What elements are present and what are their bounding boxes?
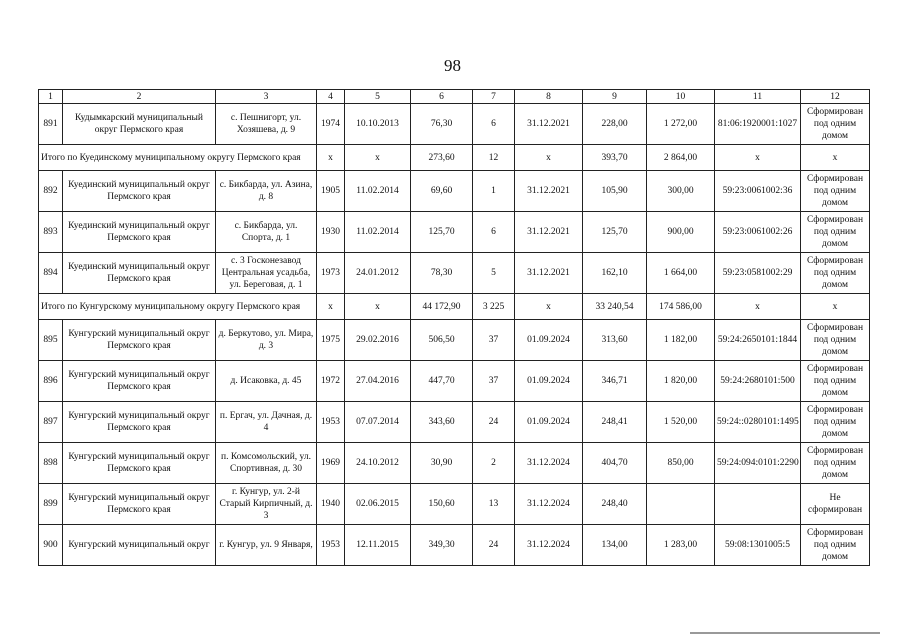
table-cell: 1 820,00 — [647, 361, 715, 402]
table-cell: 76,30 — [411, 104, 473, 145]
table-cell: Сформирован под одним домом — [801, 212, 870, 253]
table-cell: 1 — [473, 171, 515, 212]
table-cell: 893 — [39, 212, 63, 253]
table-cell: 37 — [473, 361, 515, 402]
table-cell — [715, 484, 801, 525]
total-cell: 12 — [473, 145, 515, 171]
total-cell: 273,60 — [411, 145, 473, 171]
table-cell: Куединский муниципальный округ Пермского края — [63, 171, 216, 212]
table-cell: 1975 — [317, 320, 345, 361]
table-cell: 59:23:0061002:36 — [715, 171, 801, 212]
table-cell: 1 182,00 — [647, 320, 715, 361]
total-cell: 3 225 — [473, 294, 515, 320]
table-cell: 24.10.2012 — [345, 443, 411, 484]
table-row — [39, 171, 870, 212]
table-row — [39, 484, 870, 525]
header-cell: 10 — [647, 90, 715, 104]
table-cell: 1974 — [317, 104, 345, 145]
table-cell: 12.11.2015 — [345, 525, 411, 566]
table-cell: Куединский муниципальный округ Пермского края — [63, 253, 216, 294]
table-cell: Сформирован под одним домом — [801, 361, 870, 402]
table-cell: 1953 — [317, 402, 345, 443]
table-cell: 896 — [39, 361, 63, 402]
table-cell: 1905 — [317, 171, 345, 212]
table-cell: 895 — [39, 320, 63, 361]
table-row — [39, 402, 870, 443]
table-cell: 897 — [39, 402, 63, 443]
table-cell: 24 — [473, 402, 515, 443]
table-cell: 1 520,00 — [647, 402, 715, 443]
table-cell: 404,70 — [583, 443, 647, 484]
table-cell: 01.09.2024 — [515, 402, 583, 443]
header-cell: 1 — [39, 90, 63, 104]
total-row — [39, 145, 870, 171]
table-cell: 506,50 — [411, 320, 473, 361]
table-cell: г. Кунгур, ул. 9 Января, — [216, 525, 317, 566]
table-cell: 59:24:2650101:1844 — [715, 320, 801, 361]
table-cell: 02.06.2015 — [345, 484, 411, 525]
table-row — [39, 212, 870, 253]
header-cell: 8 — [515, 90, 583, 104]
total-label: Итого по Куединскому муниципальному округу Пермского края — [39, 145, 317, 171]
table-cell: 1953 — [317, 525, 345, 566]
table-cell: 300,00 — [647, 171, 715, 212]
total-cell: х — [317, 145, 345, 171]
table-cell: 2 — [473, 443, 515, 484]
total-cell: х — [801, 145, 870, 171]
table-cell: 248,40 — [583, 484, 647, 525]
table-cell: 6 — [473, 104, 515, 145]
header-cell: 7 — [473, 90, 515, 104]
table-cell: 59:23:0581002:29 — [715, 253, 801, 294]
header-cell: 5 — [345, 90, 411, 104]
table-cell: 78,30 — [411, 253, 473, 294]
table-cell: г. Кунгур, ул. 2-й Старый Кирпичный, д. 3 — [216, 484, 317, 525]
table-cell: 346,71 — [583, 361, 647, 402]
header-cell: 4 — [317, 90, 345, 104]
page-number: 98 — [444, 56, 461, 75]
table-cell: 31.12.2024 — [515, 484, 583, 525]
table-cell: 59:08:1301005:5 — [715, 525, 801, 566]
table-cell: 11.02.2014 — [345, 212, 411, 253]
table-cell: 01.09.2024 — [515, 320, 583, 361]
table-cell: 07.07.2014 — [345, 402, 411, 443]
table-cell: 1 664,00 — [647, 253, 715, 294]
table-cell: 125,70 — [411, 212, 473, 253]
table-cell: 162,10 — [583, 253, 647, 294]
total-cell: х — [345, 145, 411, 171]
table-cell: 1972 — [317, 361, 345, 402]
table-cell: 125,70 — [583, 212, 647, 253]
table-cell: 59:24::0280101:1495 — [715, 402, 801, 443]
table-row — [39, 320, 870, 361]
table-cell: 6 — [473, 212, 515, 253]
header-cell: 11 — [715, 90, 801, 104]
table-cell: 1 272,00 — [647, 104, 715, 145]
table-cell: Кунгурский муниципальный округ Пермского края — [63, 320, 216, 361]
table-cell: 31.12.2021 — [515, 171, 583, 212]
table-cell: Кунгурский муниципальный округ Пермского края — [63, 484, 216, 525]
table-row — [39, 253, 870, 294]
table-cell: Кунгурский муниципальный округ Пермского края — [63, 443, 216, 484]
table-row — [39, 104, 870, 145]
table-cell: 1 283,00 — [647, 525, 715, 566]
header-cell: 12 — [801, 90, 870, 104]
table-cell: Кунгурский муниципальный округ Пермского края — [63, 402, 216, 443]
table-cell: 891 — [39, 104, 63, 145]
table-cell: Сформирован под одним домом — [801, 171, 870, 212]
header-cell: 9 — [583, 90, 647, 104]
total-cell: 2 864,00 — [647, 145, 715, 171]
table-cell: 1969 — [317, 443, 345, 484]
table-cell: Кудымкарский муниципальный округ Пермского края — [63, 104, 216, 145]
table-cell: с. 3 Госконезавод Центральная усадьба, ул. Береговая, д. 1 — [216, 253, 317, 294]
table-cell: 105,90 — [583, 171, 647, 212]
total-cell: х — [801, 294, 870, 320]
table-cell: Сформирован под одним домом — [801, 402, 870, 443]
total-cell: х — [715, 294, 801, 320]
table-cell: 01.09.2024 — [515, 361, 583, 402]
table-cell: Сформирован под одним домом — [801, 320, 870, 361]
table-cell: Кунгурский муниципальный округ Пермского края — [63, 361, 216, 402]
table-cell: 850,00 — [647, 443, 715, 484]
table-cell: 11.02.2014 — [345, 171, 411, 212]
total-cell: 174 586,00 — [647, 294, 715, 320]
table-cell: 5 — [473, 253, 515, 294]
table-cell: 81:06:1920001:1027 — [715, 104, 801, 145]
table-cell: 24 — [473, 525, 515, 566]
table-cell: 27.04.2016 — [345, 361, 411, 402]
table-cell: 1973 — [317, 253, 345, 294]
table-cell: 31.12.2021 — [515, 253, 583, 294]
table-cell: Кунгурский муниципальный округ — [63, 525, 216, 566]
table-cell: 899 — [39, 484, 63, 525]
table-cell: 37 — [473, 320, 515, 361]
total-cell: 33 240,54 — [583, 294, 647, 320]
housing-table — [38, 89, 870, 566]
table-cell: п. Ергач, ул. Дачная, д. 4 — [216, 402, 317, 443]
table-cell: 31.12.2024 — [515, 443, 583, 484]
table-cell: п. Комсомольский, ул. Спортивная, д. 30 — [216, 443, 317, 484]
header-cell: 3 — [216, 90, 317, 104]
table-cell: Сформирован под одним домом — [801, 443, 870, 484]
table-cell: 313,60 — [583, 320, 647, 361]
table-cell: 31.12.2021 — [515, 104, 583, 145]
header-cell: 6 — [411, 90, 473, 104]
table-cell: Не сформирован — [801, 484, 870, 525]
table-row — [39, 443, 870, 484]
total-cell: х — [515, 294, 583, 320]
table-cell: 59:24:2680101:500 — [715, 361, 801, 402]
table-cell: 59:23:0061002:26 — [715, 212, 801, 253]
table-cell: д. Исаковка, д. 45 — [216, 361, 317, 402]
table-row — [39, 361, 870, 402]
table-cell: 24.01.2012 — [345, 253, 411, 294]
table-cell: 59:24:094:0101:2290 — [715, 443, 801, 484]
total-row — [39, 294, 870, 320]
table-cell: с. Пешнигорт, ул. Хозяшева, д. 9 — [216, 104, 317, 145]
total-cell: х — [317, 294, 345, 320]
table-cell: 343,60 — [411, 402, 473, 443]
table-cell: Сформирован под одним домом — [801, 253, 870, 294]
total-label: Итого по Кунгурскому муниципальному округу Пермского края — [39, 294, 317, 320]
header-cell: 2 — [63, 90, 216, 104]
table-cell: 31.12.2021 — [515, 212, 583, 253]
table-cell: 31.12.2024 — [515, 525, 583, 566]
total-cell: 393,70 — [583, 145, 647, 171]
table-cell: 447,70 — [411, 361, 473, 402]
table-cell: 349,30 — [411, 525, 473, 566]
table-cell: 150,60 — [411, 484, 473, 525]
table-cell: 900,00 — [647, 212, 715, 253]
table-cell: с. Бикбарда, ул. Азина, д. 8 — [216, 171, 317, 212]
table-cell: д. Беркутово, ул. Мира, д. 3 — [216, 320, 317, 361]
total-cell: х — [345, 294, 411, 320]
total-cell: х — [715, 145, 801, 171]
table-cell: Сформирован под одним домом — [801, 104, 870, 145]
table-cell: 892 — [39, 171, 63, 212]
total-cell: х — [515, 145, 583, 171]
table-cell: 1940 — [317, 484, 345, 525]
table-cell: Куединский муниципальный округ Пермского края — [63, 212, 216, 253]
table-cell — [647, 484, 715, 525]
table-cell: 69,60 — [411, 171, 473, 212]
table-row — [39, 525, 870, 566]
header-row — [39, 90, 870, 104]
table-cell: 134,00 — [583, 525, 647, 566]
table-cell: 228,00 — [583, 104, 647, 145]
table-cell: 10.10.2013 — [345, 104, 411, 145]
table-cell: 13 — [473, 484, 515, 525]
table-cell: 1930 — [317, 212, 345, 253]
table-cell: 29.02.2016 — [345, 320, 411, 361]
table-cell: 894 — [39, 253, 63, 294]
table-cell: 30,90 — [411, 443, 473, 484]
table-cell: 248,41 — [583, 402, 647, 443]
total-cell: 44 172,90 — [411, 294, 473, 320]
table-cell: 900 — [39, 525, 63, 566]
table-cell: 898 — [39, 443, 63, 484]
table-cell: с. Бикбарда, ул. Спорта, д. 1 — [216, 212, 317, 253]
scan-artifact — [690, 632, 880, 634]
table-cell: Сформирован под одним домом — [801, 525, 870, 566]
